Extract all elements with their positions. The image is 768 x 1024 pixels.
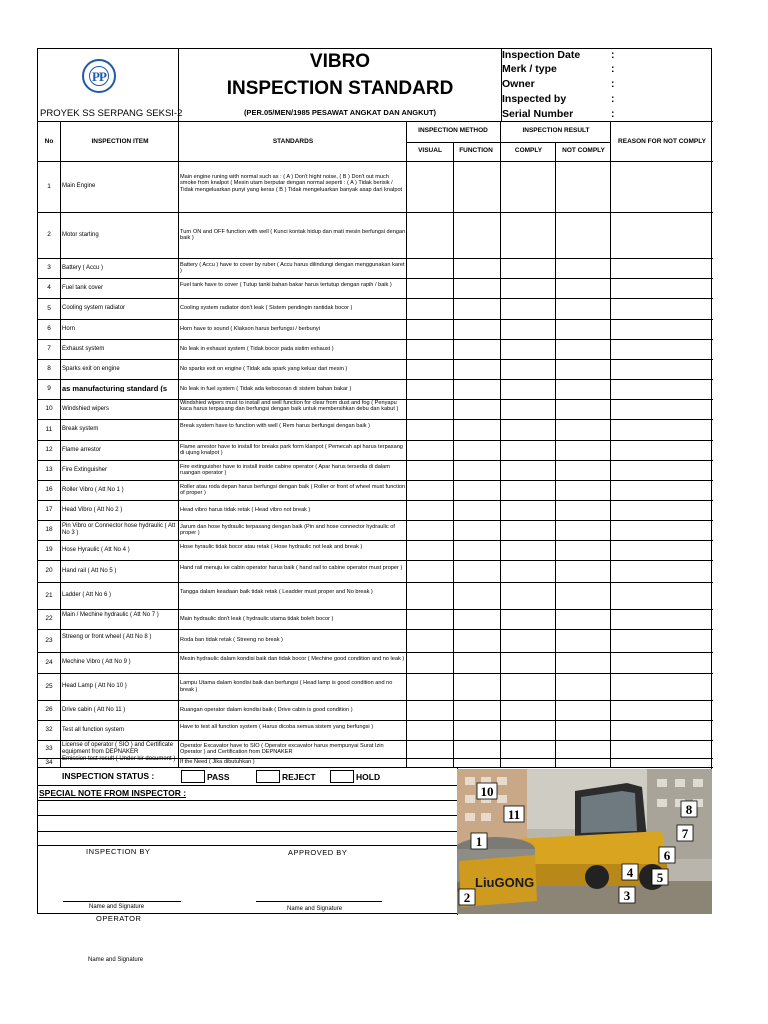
photo-marker-label: 8 (685, 802, 693, 817)
row-number: 1 (47, 182, 51, 190)
inspection-item: Hose Hyraulic ( Att No 4 ) (62, 546, 130, 553)
comply-cell[interactable] (501, 340, 546, 359)
function-cell[interactable] (453, 461, 500, 480)
inspection-item: Flame arrestor (62, 446, 102, 453)
function-cell[interactable] (453, 759, 500, 767)
function-cell[interactable] (453, 162, 500, 212)
function-cell[interactable] (453, 630, 500, 652)
comply-cell[interactable] (501, 561, 546, 582)
not-comply-cell[interactable] (556, 461, 601, 480)
comply-cell[interactable] (501, 380, 546, 399)
row-number: 12 (45, 446, 53, 453)
visual-cell[interactable] (407, 259, 452, 278)
not-comply-cell[interactable] (556, 561, 601, 582)
reject-checkbox[interactable] (256, 770, 280, 783)
info-label: Merk / type (502, 63, 557, 75)
function-cell[interactable] (453, 360, 500, 379)
regulation-subtitle: (PER.05/MEN/1985 PESAWAT ANGKAT DAN ANGKUT) (243, 108, 437, 117)
reason-cell[interactable] (611, 340, 712, 359)
inspection-item: Test all function system (62, 726, 125, 733)
not-comply-cell[interactable] (556, 420, 601, 440)
pass-checkbox[interactable] (181, 770, 205, 783)
not-comply-cell[interactable] (556, 541, 601, 560)
comply-cell[interactable] (501, 420, 546, 440)
function-cell[interactable] (453, 721, 500, 740)
inspection-sheet: PP PROYEK SS SERPANG SEKSI-2 VIBRO INSPECTION STANDARD (PER.05/MEN/1985 PESAWAT ANGKAT DAN ANGKUT) Inspection Date : Merk / type : Owner : Inspected by : Serial Number : No INSPECTION ITEM STANDARDS INSPECTION METHOD VISUAL FUNCTION INSPECTION RESULT COMPLY NOT COMPLY REASON FOR NOT COMPLY 1 Main Engine Main engine runing with normal such as : ( A ) Don't hight noise, ( B ) Don't out much smoke from knalpot ( Mesin utam berputar dengan normal seperti : ( A ) Tidak berisik / Tidak mengeluarkan punyi yang keras ( B ) Tidak mengeluarkan banyak asap dari knalpot 2 Motor starting Turn ON and OFF function with well ( Kunci kontak hidup dan mati mesin berfungsi dengan baik ) 3 Battery ( Accu ) Battery ( Accu ) have to cover by ruber ( Accu harus dilindungi dengan menggunakan karet ) 4 Fuel tank cover Fuel tank have to cover ( Tutup tanki bahan bakar harus tertutup dengan rapih / baik ) 5 Cooling system radiator Cooling system radiator don't leak ( Sistem pendingin rantidak bocor ) 6 Horn Horn have to sound ( Klakson harus berfungsi / berbunyi 7 Exhaust system No leak in exhaust system ( Tidak bocor pada sistim exhaust ) 8 Sparks exit on engine No sparks exit on engine ( Tidak ada spark yang keluar dari mesin ) 9 as manufacturing standard (s No leak in fuel system ( Tidak ada kebocoran di sistem bahan bakar ) 10 Windshied wipers Windshied wipers must to install and well function for clear from dust and fog ( Penyapu kaca harus terpasang dan berfungsi dengan baik untuk membersihkan debu dan kabut ) 11 Break system Break system have to function with well ( Rem harus berfungsi dengan baik ) 12 Flame arrestor Flame arrestor have to install for breaks park form klanpot ( Pemecah api harus terpasang di ujung knalpot ) 13 Fire Extinguisher Fire extinguisher have to install inside cabine operator ( Apar harus tersedia di dalam ruangan operator ) 16 Roller Vibro ( Att No 1 ) Roller atau roda depan harus berfungsi dengan baik ( Roller or front of wheel must function of proper ) 17 Head Vibro ( Att No 2 ) Head vibro harus tidak retak ( Head vibro not break ) 18 Pin Vibro or Connector hose hydraulic ( Att No 3 ) Jarum dan hose hydraulic terpasang dengan baik (Pin and hose connector hydraulic of proper ) 19 Hose Hyraulic ( Att No 4 ) Hose hyraulic tidak bocor atau retak ( Hose hydraulic not leak and break ) 20 Hand rail ( Att No 5 ) Hand rail menuju ke cabin operator harus baik ( hand rail to cabine operator must proper ) 21 Ladder ( Att No 6 ) Tangga dalam keadaan baik tidak retak ( Leadder must proper and No break ) 22 Main / Mechine hydraulic ( Att No 7 ) Main hydraulic don't leak ( hydraulic utama tidak boleh bocor ) 23 Streeng or front wheel ( Att No 8 ) Roda ban tidak retak ( Streeng no break ) 24 Mechine Vibro ( Att No 9 ) Mesin hydraulic dalam kondisi baik dan tidak bocor ( Mechine good condition and no leak ) 25 Head Lamp ( Att No 10 ) Lampu Utama dalam kondisi baik dan berfungsi ( Head lamp is good condition and no break ) 26 Drive cabin ( Att No 11 ) Ruangan operator dalam kondisi baik ( Drive cabin is good condition ) 32 Test all function system Have to test all function system ( Harus dicoba semua sistem yang berfungsi ) 33 License of operator ( SIO ) and Certificate equipment from DEPNAKER Operator Excavator have to SIO ( Operator excavator harus mempunyai Surat Izin Operator ) and Certification from DEPNAKER 34 Emission test result ( Under kir document ) If the Need ( Jika dibutuhkan ) INSPECTION STATUS : PASS REJECT HOLD SPECIAL NOTE FROM INSPECTOR : INSPECTION BY APPROVED BY Name and Signature Name and Signature LiuGONG 1 2 3 4 5 6 7 8 10 11 (37, 48, 712, 914)
not-comply-cell[interactable] (556, 380, 601, 399)
inspection-standard: No leak in fuel system ( Tidak ada kebocoran di sistem bahan bakar ) (180, 385, 352, 392)
reason-cell[interactable] (611, 501, 712, 520)
function-cell[interactable] (453, 320, 500, 339)
row-number: 6 (47, 325, 51, 332)
visual-cell[interactable] (407, 741, 452, 758)
visual-cell[interactable] (407, 481, 452, 500)
comply-cell[interactable] (501, 653, 546, 673)
comply-cell[interactable] (501, 541, 546, 560)
photo-marker-label: 5 (656, 870, 664, 885)
not-comply-cell[interactable] (556, 501, 601, 520)
comply-cell[interactable] (501, 630, 546, 652)
reason-cell[interactable] (611, 541, 712, 560)
col-no-header: No (44, 138, 54, 145)
inspection-item: as manufacturing standard (s (62, 385, 168, 392)
visual-cell[interactable] (407, 501, 452, 520)
col-not-comply-header: NOT COMPLY (562, 147, 605, 154)
comply-cell[interactable] (501, 279, 546, 298)
photo-marker-label: 7 (681, 826, 689, 841)
function-cell[interactable] (453, 583, 500, 609)
comply-cell[interactable] (501, 481, 546, 500)
inspection-standard: No leak in exhaust system ( Tidak bocor pada sistim exhaust ) (180, 345, 334, 352)
reason-cell[interactable] (611, 259, 712, 278)
reason-cell[interactable] (611, 630, 712, 652)
col-reason-header: REASON FOR NOT COMPLY (618, 138, 706, 145)
comply-cell[interactable] (501, 320, 546, 339)
hold-label: HOLD (356, 772, 381, 782)
comply-cell[interactable] (501, 360, 546, 379)
inspection-standard: No sparks exit on engine ( Tidak ada spark yang keluar dari mesin ) (180, 365, 348, 372)
inspection-item: Battery ( Accu ) (62, 264, 104, 271)
inspection-standard: Jarum dan hose hydraulic terpasang dengan baik (Pin and hose connector hydraulic of proper ) (180, 523, 395, 536)
col-comply-header: COMPLY (514, 147, 543, 154)
photo-marker-label: 1 (475, 834, 483, 849)
reason-cell[interactable] (611, 380, 712, 399)
inspection-item: Drive cabin ( Att No 11 ) (62, 706, 126, 713)
reason-cell[interactable] (611, 213, 712, 258)
row-number: 2 (47, 231, 51, 238)
photo-marker-label: 3 (623, 888, 631, 903)
inspection-standard: Windshied wipers must to install and well function for clear from dust and fog ( Penyapu kaca harus terpasang dan berfungsi dengan baik untuk membersihkan debu dan kabut ) (180, 400, 399, 413)
photo-marker-label: 11 (507, 807, 521, 822)
function-cell[interactable] (453, 674, 500, 700)
not-comply-cell[interactable] (556, 299, 601, 319)
inspection-standard: Head vibro harus tidak retak ( Head vibro not break ) (180, 506, 311, 513)
inspection-standard: Flame arrestor have to install for breaks park form klanpot ( Pemecah api harus terpasang di ujung knalpot ) (180, 443, 403, 456)
row-number: 4 (47, 284, 51, 291)
inspection-standard: Mesin hydraulic dalam kondisi baik dan tidak bocor ( Mechine good condition and no leak ) (180, 656, 405, 663)
photo-marker-label: 4 (626, 865, 634, 880)
visual-cell[interactable] (407, 380, 452, 399)
visual-cell[interactable] (407, 541, 452, 560)
visual-cell[interactable] (407, 610, 452, 629)
inspection-item: Exhaust system (62, 345, 105, 352)
inspection-standard: Roller atau roda depan harus berfungsi dengan baik ( Roller or front of wheel must function of proper ) (180, 483, 406, 496)
row-number: 10 (45, 405, 53, 412)
visual-cell[interactable] (407, 521, 452, 540)
inspection-item: Sparks exit on engine (62, 365, 120, 372)
comply-cell[interactable] (501, 701, 546, 720)
reason-cell[interactable] (611, 701, 712, 720)
inspection-standard: Operator Excavator have to SIO ( Operator excavator harus mempunyai Surat Izin Operator ) and Certification from DEPNAKER (180, 742, 384, 755)
inspection-standard: Break system have to function with well ( Rem harus berfungsi dengan baik ) (180, 423, 370, 430)
row-number: 24 (45, 658, 53, 666)
approved-by-label: APPROVED BY (288, 848, 348, 857)
inspection-item: Motor starting (62, 231, 99, 238)
function-cell[interactable] (453, 481, 500, 500)
function-cell[interactable] (453, 380, 500, 399)
row-number: 26 (45, 706, 53, 713)
function-cell[interactable] (453, 259, 500, 278)
row-number: 32 (45, 726, 53, 733)
not-comply-cell[interactable] (556, 213, 601, 258)
row-number: 11 (45, 425, 53, 433)
inspection-standard: Roda ban tidak retak ( Streeng no break ) (180, 637, 283, 644)
reason-cell[interactable] (611, 741, 712, 758)
not-comply-cell[interactable] (556, 279, 601, 298)
function-cell[interactable] (453, 441, 500, 460)
row-number: 25 (45, 682, 53, 690)
inspection-item: License of operator ( SIO ) and Certificate equipment from DEPNAKER (62, 742, 174, 755)
inspection-standard: Tangga dalam keadaan baik tidak retak ( Leadder must proper and No break ) (180, 589, 373, 596)
col-visual-header: VISUAL (418, 147, 442, 154)
inspection-standard: Fire extinguisher have to install inside cabine operator ( Apar harus tersedia di dalam ruangan operator ) (180, 463, 390, 476)
row-number: 23 (45, 636, 53, 644)
visual-cell[interactable] (407, 701, 452, 720)
visual-cell[interactable] (407, 441, 452, 460)
reason-cell[interactable] (611, 610, 712, 629)
col-method-header: INSPECTION METHOD (418, 127, 488, 134)
info-label: Serial Number (502, 108, 574, 120)
function-cell[interactable] (453, 279, 500, 298)
inspection-standard: Fuel tank have to cover ( Tutup tanki bahan bakar harus tertutup dengan rapih / baik ) (180, 281, 392, 288)
not-comply-cell[interactable] (556, 521, 601, 540)
comply-cell[interactable] (501, 721, 546, 740)
operator-label: OPERATOR (96, 914, 142, 923)
not-comply-cell[interactable] (556, 481, 601, 500)
inspection-standard: Battery ( Accu ) have to cover by ruber ( Accu harus dilindungi dengan menggunakan karet ) (180, 261, 405, 274)
reason-cell[interactable] (611, 360, 712, 379)
inspection-item: Streeng or front wheel ( Att No 8 ) (62, 633, 152, 640)
reason-cell[interactable] (611, 561, 712, 582)
comply-cell[interactable] (501, 441, 546, 460)
visual-cell[interactable] (407, 630, 452, 652)
hold-checkbox[interactable] (330, 770, 354, 783)
function-cell[interactable] (453, 541, 500, 560)
function-cell[interactable] (453, 653, 500, 673)
photo-marker-label: 6 (663, 848, 671, 863)
function-cell[interactable] (453, 610, 500, 629)
function-cell[interactable] (453, 340, 500, 359)
comply-cell[interactable] (501, 583, 546, 609)
inspection-item: Break system (62, 426, 99, 432)
function-cell[interactable] (453, 701, 500, 720)
comply-cell[interactable] (501, 259, 546, 278)
not-comply-cell[interactable] (556, 721, 601, 740)
inspection-item: Hand rail ( Att No 5 ) (62, 567, 117, 574)
comply-cell[interactable] (501, 461, 546, 480)
signature-label-1: Name and Signature (89, 904, 145, 910)
project-name: PROYEK SS SERPANG SEKSI-2 (40, 108, 183, 119)
svg-text:LiuGONG: LiuGONG (475, 875, 535, 890)
title-line-2: INSPECTION STANDARD (226, 78, 454, 99)
function-cell[interactable] (453, 521, 500, 540)
not-comply-cell[interactable] (556, 162, 601, 212)
visual-cell[interactable] (407, 279, 452, 298)
info-label: Owner (502, 78, 535, 90)
reason-cell[interactable] (611, 721, 712, 740)
inspection-status-label: INSPECTION STATUS : (62, 771, 155, 781)
function-cell[interactable] (453, 561, 500, 582)
inspection-item: Pin Vibro or Connector hose hydraulic ( Att No 3 ) (62, 523, 176, 536)
row-number: 22 (45, 615, 53, 622)
not-comply-cell[interactable] (556, 610, 601, 629)
visual-cell[interactable] (407, 420, 452, 440)
not-comply-cell[interactable] (556, 701, 601, 720)
comply-cell[interactable] (501, 400, 546, 419)
comply-cell[interactable] (501, 299, 546, 319)
function-cell[interactable] (453, 501, 500, 520)
row-number: 20 (45, 567, 53, 574)
not-comply-cell[interactable] (556, 320, 601, 339)
not-comply-cell[interactable] (556, 259, 601, 278)
info-label: Inspected by (502, 93, 567, 105)
pass-label: PASS (207, 772, 230, 782)
inspection-item: Main / Mechine hydraulic ( Att No 7 ) (62, 612, 159, 618)
not-comply-cell[interactable] (556, 741, 601, 758)
row-number: 34 (45, 758, 53, 766)
visual-cell[interactable] (407, 360, 452, 379)
not-comply-cell[interactable] (556, 400, 601, 419)
inspection-item: Roller Vibro ( Att No 1 ) (62, 486, 124, 493)
not-comply-cell[interactable] (556, 583, 601, 609)
vibro-roller-photo (457, 769, 712, 914)
visual-cell[interactable] (407, 213, 452, 258)
visual-cell[interactable] (407, 674, 452, 700)
comply-cell[interactable] (501, 162, 546, 212)
inspection-standard: Have to test all function system ( Harus dicoba semua sistem yang berfungsi ) (180, 723, 374, 730)
row-number: 3 (47, 264, 51, 271)
row-number: 19 (45, 546, 53, 553)
comply-cell[interactable] (501, 213, 546, 258)
row-number: 17 (45, 506, 53, 513)
inspection-standard: Ruangan operator dalam kondisi baik ( Drive cabin is good condition ) (180, 706, 353, 713)
col-function-header: FUNCTION (459, 147, 493, 154)
reason-cell[interactable] (611, 674, 712, 700)
row-number: 9 (47, 385, 51, 392)
reason-cell[interactable] (611, 420, 712, 440)
comply-cell[interactable] (501, 610, 546, 629)
inspection-standard: Cooling system radiator don't leak ( Sistem pendingin rantidak bocor ) (180, 305, 353, 312)
visual-cell[interactable] (407, 561, 452, 582)
inspection-item: Ladder ( Att No 6 ) (62, 592, 112, 598)
col-result-header: INSPECTION RESULT (522, 127, 590, 134)
reason-cell[interactable] (611, 279, 712, 298)
reason-cell[interactable] (611, 320, 712, 339)
visual-cell[interactable] (407, 162, 452, 212)
inspection-standard: Horn have to sound ( Klakson harus berfungsi / berbunyi (180, 325, 320, 332)
inspection-standard: Hose hyraulic tidak bocor atau retak ( Hose hydraulic not leak and break ) (180, 543, 363, 550)
row-number: 13 (45, 466, 53, 473)
not-comply-cell[interactable] (556, 441, 601, 460)
not-comply-cell[interactable] (556, 340, 601, 359)
inspection-item: Head Lamp ( Att No 10 ) (62, 683, 127, 689)
inspection-item: Horn (62, 325, 76, 332)
reason-cell[interactable] (611, 441, 712, 460)
function-cell[interactable] (453, 400, 500, 419)
info-label: Inspection Date (502, 49, 581, 61)
inspection-item: Emission test result ( Under kir document ) (62, 755, 176, 762)
inspection-item: Fuel tank cover (62, 284, 104, 291)
row-number: 16 (45, 486, 53, 493)
special-note-label: SPECIAL NOTE FROM INSPECTOR : (39, 788, 187, 798)
reason-cell[interactable] (611, 461, 712, 480)
reason-cell[interactable] (611, 583, 712, 609)
reason-cell[interactable] (611, 481, 712, 500)
row-number: 18 (45, 526, 53, 533)
col-standards-header: STANDARDS (272, 138, 314, 145)
inspection-item: Main Engine (62, 183, 96, 189)
inspection-standard: Turn ON and OFF function with well ( Kunci kontak hidup dan mati mesin berfungsi dengan baik ) (180, 228, 406, 241)
inspection-item: Cooling system radiator (62, 305, 126, 311)
not-comply-cell[interactable] (556, 759, 601, 767)
visual-cell[interactable] (407, 583, 452, 609)
visual-cell[interactable] (407, 653, 452, 673)
comply-cell[interactable] (501, 501, 546, 520)
comply-cell[interactable] (501, 759, 546, 767)
visual-cell[interactable] (407, 461, 452, 480)
inspection-standard: If the Need ( Jika dibutuhkan ) (180, 759, 255, 766)
not-comply-cell[interactable] (556, 360, 601, 379)
inspection-item: Windshied wipers (62, 405, 110, 412)
visual-cell[interactable] (407, 721, 452, 740)
col-item-header: INSPECTION ITEM (91, 138, 149, 145)
function-cell[interactable] (453, 420, 500, 440)
inspection-by-label: INSPECTION BY (86, 847, 151, 856)
inspection-item: Mechine Vibro ( Att No 9 ) (62, 659, 131, 665)
pp-logo: PP (82, 59, 116, 93)
comply-cell[interactable] (501, 741, 546, 758)
function-cell[interactable] (453, 299, 500, 319)
inspection-item: Fire Extinguisher (62, 466, 108, 473)
row-number: 33 (45, 745, 53, 752)
visual-cell[interactable] (407, 759, 452, 767)
not-comply-cell[interactable] (556, 630, 601, 652)
visual-cell[interactable] (407, 299, 452, 319)
inspection-standard: Hand rail menuju ke cabin operator harus baik ( hand rail to cabine operator must proper ) (180, 564, 403, 571)
signature-label-3: Name and Signature (88, 957, 144, 963)
reason-cell[interactable] (611, 162, 712, 212)
reason-cell[interactable] (611, 653, 712, 673)
inspection-standard: Main engine runing with normal such as : ( A ) Don't hight noise, ( B ) Don't out much smoke from knalpot ( Mesin utam berputar dengan normal seperti : ( A ) Tidak berisik / Tidak mengeluarkan punyi yang keras ( B ) Tidak mengeluarkan banyak asap dari knalpot (180, 173, 403, 193)
row-number: 7 (47, 345, 51, 352)
inspection-item: Head Vibro ( Att No 2 ) (62, 506, 123, 513)
function-cell[interactable] (453, 741, 500, 758)
photo-marker-label: 10 (480, 784, 494, 799)
reason-cell[interactable] (611, 759, 712, 767)
not-comply-cell[interactable] (556, 674, 601, 700)
visual-cell[interactable] (407, 340, 452, 359)
row-number: 5 (47, 304, 51, 312)
reason-cell[interactable] (611, 299, 712, 319)
row-number: 21 (45, 591, 53, 599)
visual-cell[interactable] (407, 320, 452, 339)
reject-label: REJECT (282, 772, 316, 782)
reason-cell[interactable] (611, 400, 712, 419)
title-line-1: VIBRO (309, 51, 371, 72)
inspection-standard: Main hydraulic don't leak ( hydraulic utama tidak boleh bocor ) (180, 615, 334, 622)
not-comply-cell[interactable] (556, 653, 601, 673)
function-cell[interactable] (453, 213, 500, 258)
signature-label-2: Name and Signature (287, 906, 343, 912)
inspection-standard: Lampu Utama dalam kondisi baik dan berfungsi ( Head lamp is good condition and no break ) (180, 680, 393, 693)
comply-cell[interactable] (501, 521, 546, 540)
reason-cell[interactable] (611, 521, 712, 540)
visual-cell[interactable] (407, 400, 452, 419)
row-number: 8 (47, 365, 51, 372)
photo-marker-label: 2 (463, 890, 471, 905)
comply-cell[interactable] (501, 674, 546, 700)
